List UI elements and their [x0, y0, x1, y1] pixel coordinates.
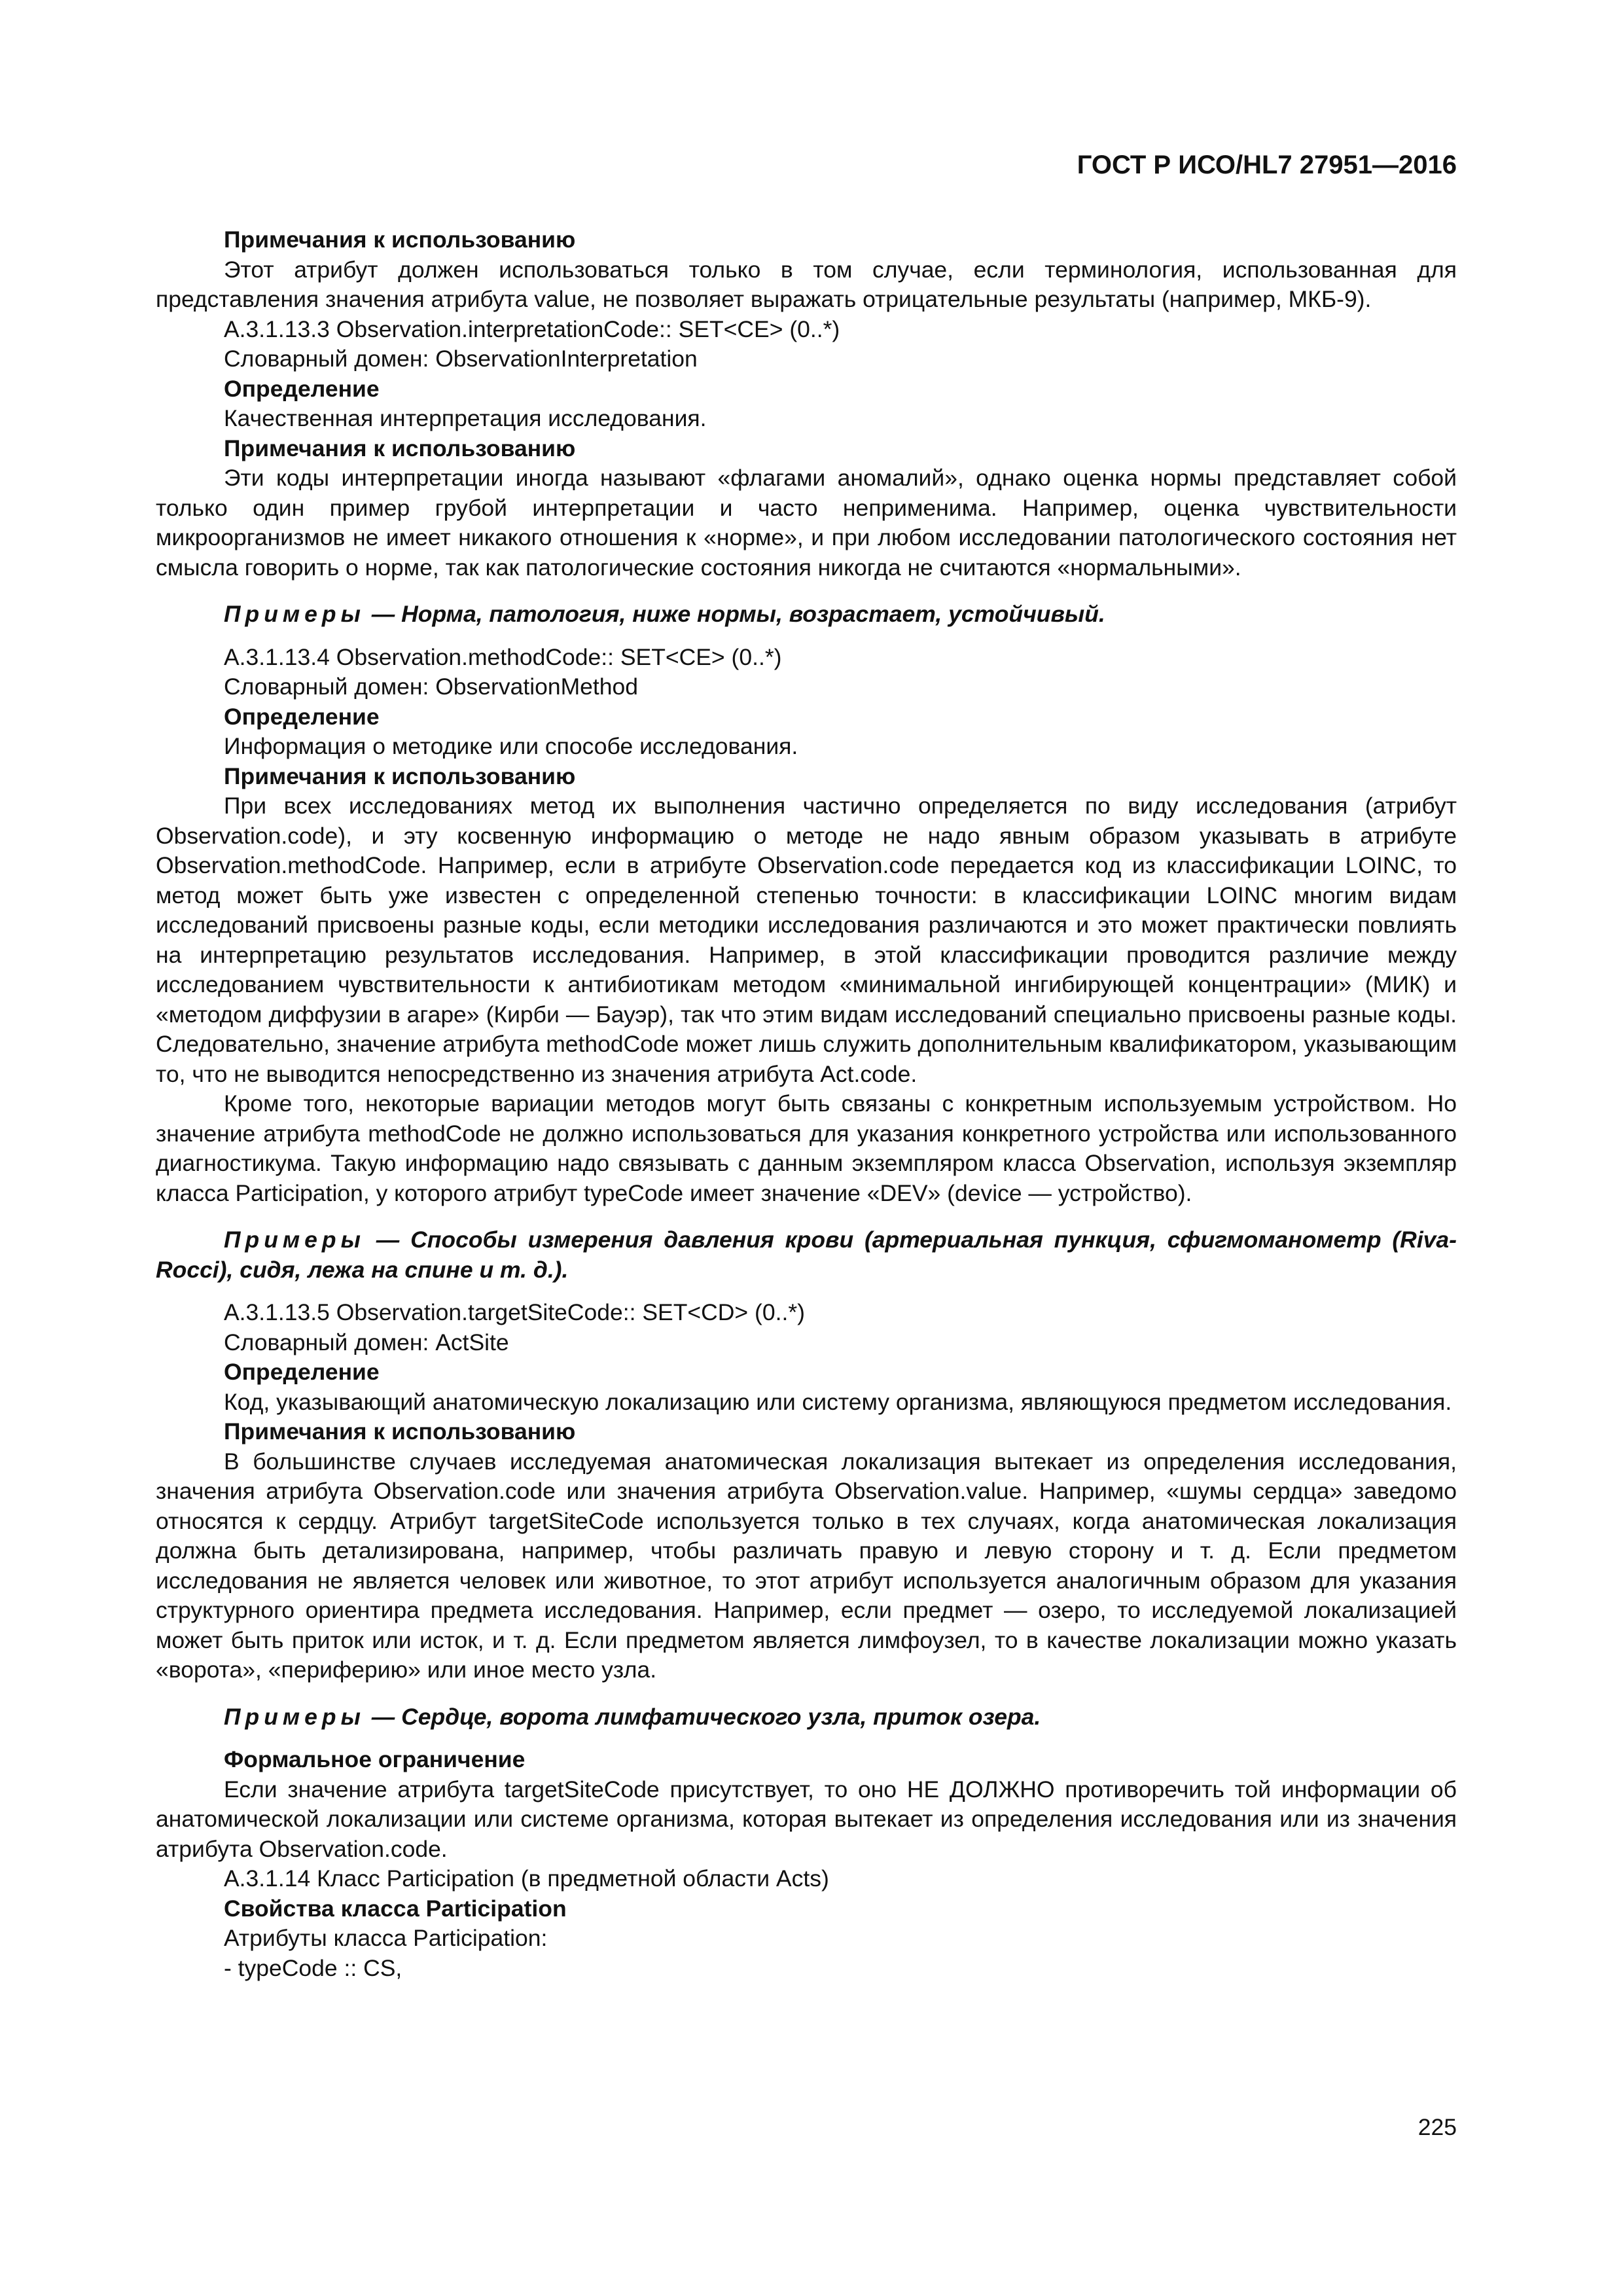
examples-text: — Норма, патология, ниже нормы, возрастает, устойчивый. — [365, 601, 1105, 627]
usage-notes-heading: Примечания к использованию — [224, 1418, 576, 1444]
vocabulary-domain: Словарный домен: ObservationMethod — [224, 673, 639, 700]
examples-note — [156, 1225, 1457, 1285]
vocabulary-domain: Словарный домен: ObservationInterpretation — [224, 346, 698, 372]
usage-notes-heading: Примечания к использованию — [224, 226, 576, 253]
attribute-list-item: - typeCode :: CS, — [224, 1954, 402, 1981]
attributes-intro: Атрибуты класса Participation: — [224, 1925, 548, 1951]
examples-label: Примеры — [224, 1703, 365, 1730]
definition-text: Информация о методике или способе исследования. — [224, 733, 798, 759]
usage-notes-text: Этот атрибут должен использоваться только в том случае, если терминология, использованная для представления значения атрибута value, не позволяет выражать отрицательные результаты (например, МКБ-9). — [156, 256, 1457, 312]
usage-notes-text: При всех исследованиях метод их выполнения частично определяется по виду исследования (атрибут Observation.code), и эту косвенную информацию о методе не надо явным образом указывать в атрибуте Observation.methodCode. Например, если в атрибуте Observation.code передается код из классификации LOINC, то метод может быть уже известен с определенной степенью точности: в классификации LOINC многим видам исследований присвоены разные коды, если методики исследования различаются и это может практически повлиять на интерпретацию результатов исследования. Например, в этой классификации проводится различие между исследованием чувствительности к антибиотикам методом «минимальной ингибирующей концентрации» (МИК) и «методом диффузии в агаре» (Кирби — Бауэр), так что этим видам исследований специально присвоены разные коды. Следовательно, значение атрибута methodCode может лишь служить дополнительным квалификатором, указывающим то, что не выводится непосредственно из значения атрибута Act.code. — [156, 793, 1457, 1087]
formal-constraint-text: Если значение атрибута targetSiteCode присутствует, то оно НЕ ДОЛЖНО противоречить той информации об анатомической локализации или системе организма, которая вытекает из определения исследования или из значения атрибута Observation.code. — [156, 1776, 1457, 1862]
usage-notes-text: Кроме того, некоторые вариации методов могут быть связаны с конкретным используемым устройством. Но значение атрибута methodCode не должно использоваться для указания конкретного устройства или использованного диагностикума. Такую информацию надо связывать с данным экземпляром класса Observation, используя экземпляр класса Participation, у которого атрибут typeCode имеет значение «DEV» (device — устройство). — [156, 1090, 1457, 1206]
document-body — [156, 225, 1457, 1983]
page-number: 225 — [1418, 2114, 1457, 2140]
definition-heading: Определение — [224, 703, 380, 730]
usage-notes-heading: Примечания к использованию — [224, 435, 576, 461]
definition-text: Код, указывающий анатомическую локализацию или систему организма, являющуюся предметом исследования. — [224, 1388, 1452, 1415]
class-properties-heading: Свойства класса Participation — [224, 1895, 567, 1922]
definition-heading: Определение — [224, 375, 380, 402]
section-title: A.3.1.13.5 Observation.targetSiteCode:: SET<CD> (0..*) — [224, 1299, 805, 1325]
examples-label: Примеры — [224, 1227, 365, 1253]
examples-label: Примеры — [224, 601, 365, 627]
examples-note — [156, 1702, 1457, 1732]
usage-notes-text: Эти коды интерпретации иногда называют «флагами аномалий», однако оценка нормы представляет собой только один пример грубой интерпретации и часто неприменима. Например, оценка чувствительности микроорганизмов не имеет никакого отношения к «норме», и при любом исследовании патологического состояния нет смысла говорить о норме, так как патологические состояния никогда не считаются «нормальными». — [156, 465, 1457, 581]
document-header: ГОСТ Р ИСО/HL7 27951—2016 — [1077, 151, 1457, 179]
section-title: A.3.1.14 Класс Participation (в предметной области Acts) — [224, 1865, 829, 1892]
definition-heading: Определение — [224, 1359, 380, 1385]
examples-text: — Способы измерения давления крови (артериальная пункция, сфигмоманометр (Riva-Rocci), сидя, лежа на спине и т. д.). — [156, 1227, 1457, 1283]
usage-notes-text: В большинстве случаев исследуемая анатомическая локализация вытекает из определения исследования, значения атрибута Observation.code или значения атрибута Observation.value. Например, «шумы сердца» заведомо относятся к сердцу. Атрибут targetSiteCode используется только в тех случаях, когда анатомическая локализация должна быть детализирована, например, чтобы различать правую и левую сторону и т. д. Если предметом исследования не является человек или животное, то этот атрибут используется аналогичным образом для указания структурного ориентира предмета исследования. Например, если предмет — озеро, то исследуемой локализацией может быть приток или исток, и т. д. Если предметом является лимфоузел, то в качестве локализации можно указать «ворота», «периферию» или иное место узла. — [156, 1448, 1457, 1683]
vocabulary-domain: Словарный домен: ActSite — [224, 1329, 509, 1355]
section-title: A.3.1.13.3 Observation.interpretationCode:: SET<CE> (0..*) — [224, 315, 840, 342]
usage-notes-heading: Примечания к использованию — [224, 762, 576, 789]
examples-note — [156, 600, 1457, 630]
section-title: A.3.1.13.4 Observation.methodCode:: SET<CE> (0..*) — [224, 643, 782, 670]
formal-constraint-heading: Формальное ограничение — [224, 1746, 526, 1772]
definition-text: Качественная интерпретация исследования. — [224, 405, 707, 431]
examples-text: — Сердце, ворота лимфатического узла, приток озера. — [365, 1703, 1041, 1730]
